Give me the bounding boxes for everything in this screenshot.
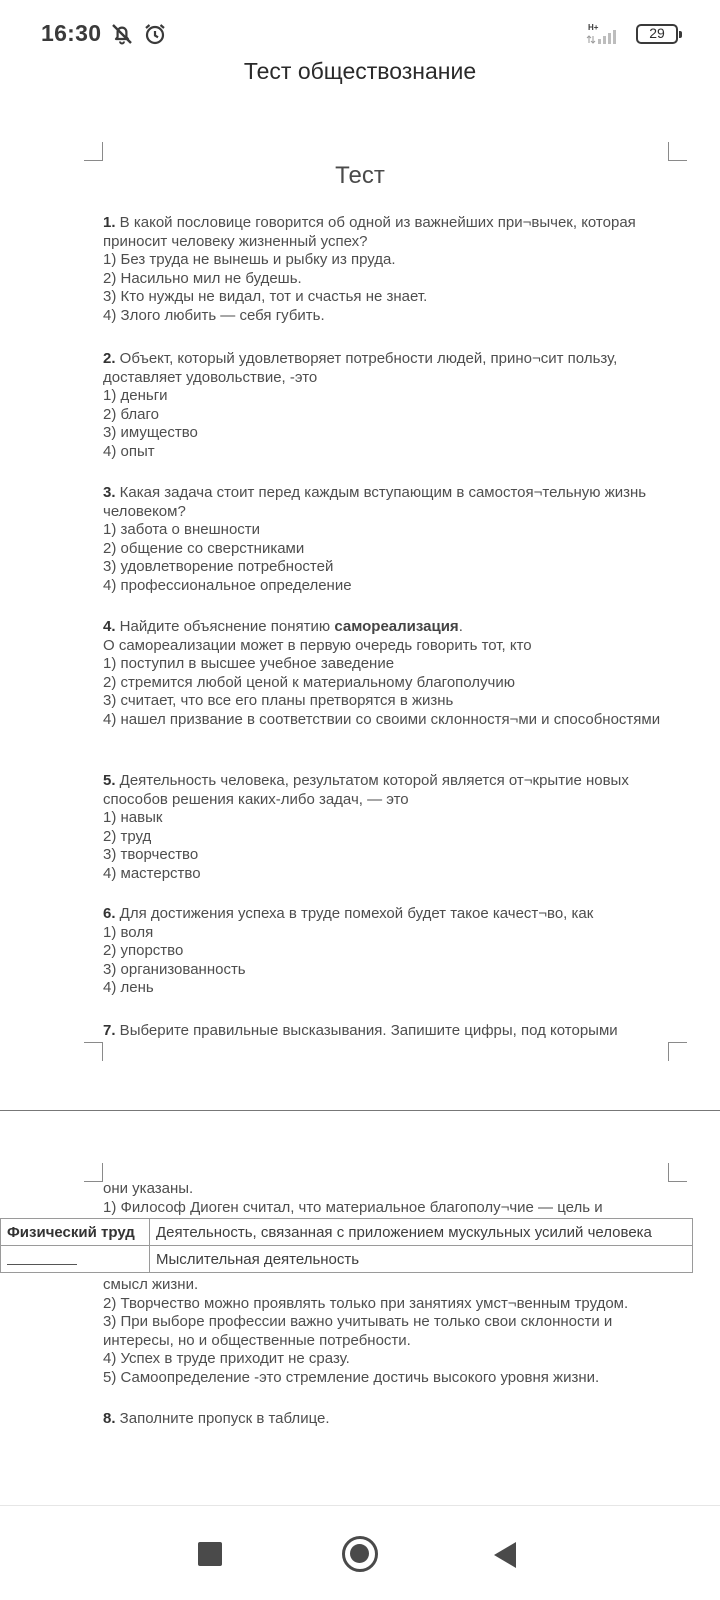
answer-option: 1) навык — [103, 809, 163, 826]
answer-option: 3) творчество — [103, 846, 199, 863]
question-text: В какой пословице говорится об одной из важнейших при¬вычек, которая приносит человеку жизненный успех? — [103, 214, 636, 250]
page-divider — [0, 1110, 720, 1111]
table-row — [1, 1219, 693, 1246]
nav-bar-divider — [0, 1505, 720, 1506]
statement: 3) При выборе профессии важно учитывать не только свои склонности и интересы, но и общественные потребности. — [103, 1313, 613, 1349]
answer-option: 3) имущество — [103, 424, 198, 441]
answer-option: 2) стремится любой ценой к материальному благополучию — [103, 673, 515, 691]
answer-option: 2) благо — [103, 405, 160, 423]
answer-option: 1) Без труда не вынешь и рыбку из пруда. — [103, 251, 396, 268]
answer-option: 3) организованность — [103, 960, 246, 978]
table-cell-blank[interactable] — [1, 1246, 150, 1273]
question-text: Выберите правильные высказывания. Запишите цифры, под которыми — [115, 1022, 618, 1039]
question-3 — [103, 484, 663, 595]
answer-option: 2) общение со сверстниками — [103, 539, 305, 557]
answer-option: 4) опыт — [103, 442, 155, 460]
status-time: 16:30 — [41, 20, 102, 46]
question-1 — [103, 214, 663, 325]
answer-option: 3) Кто нужды не видал, тот и счастья не знает. — [103, 288, 428, 305]
answer-option: 1) поступил в высшее учебное заведение — [103, 655, 395, 672]
statement: 1) Философ Диоген считал, что материальное благополу¬чие — цель и — [103, 1198, 603, 1216]
question-7-continued — [103, 1180, 663, 1217]
battery-level: 29 — [649, 25, 665, 41]
answer-option: 2) упорство — [103, 942, 184, 959]
question-text: Объект, который удовлетворяет потребности людей, прино¬сит пользу, доставляет удовольствие, -это — [103, 350, 618, 386]
page-corner-mark — [84, 1163, 103, 1182]
question-text: они указаны. — [103, 1180, 194, 1197]
question-number: 6. — [103, 905, 116, 922]
recent-apps-button[interactable] — [198, 1542, 222, 1566]
question-number: 2. — [103, 350, 116, 367]
question-text: Заполните пропуск в таблице. — [115, 1410, 330, 1427]
page-corner-mark — [668, 1042, 687, 1061]
alarm-icon — [143, 22, 167, 46]
back-button[interactable] — [494, 1542, 516, 1568]
answer-option: 2) Насильно мил не будешь. — [103, 269, 302, 287]
answer-option: 1) забота о внешности — [103, 521, 261, 538]
answer-option: 4) нашел призвание в соответствии со своими склонностя¬ми и способностями — [103, 710, 661, 728]
question-text: Для достижения успеха в труде помехой будет такое качест¬во, как — [115, 905, 594, 922]
answer-option: 4) мастерство — [103, 864, 201, 882]
question-text: Какая задача стоит перед каждым вступающим в самостоя¬тельную жизнь человеком? — [103, 484, 647, 520]
signal-icon — [586, 22, 626, 46]
table-row — [1, 1246, 693, 1273]
statement: 5) Самоопределение -это стремление достичь высокого уровня жизни. — [103, 1368, 600, 1386]
question-number: 1. — [103, 214, 116, 231]
question-5 — [103, 772, 663, 883]
answer-option: 1) воля — [103, 923, 154, 941]
question-number: 3. — [103, 484, 116, 501]
page-corner-mark — [84, 1042, 103, 1061]
answer-option: 3) удовлетворение потребностей — [103, 558, 334, 575]
statement: смысл жизни. — [103, 1276, 199, 1293]
question-number: 7. — [103, 1022, 116, 1039]
question-subtext: О самореализации может в первую очередь говорить тот, кто — [103, 636, 532, 654]
battery-icon — [636, 24, 678, 44]
question-6 — [103, 905, 663, 998]
statement: 2) Творчество можно проявлять только при занятиях умст¬венным трудом. — [103, 1294, 629, 1312]
fill-in-table — [0, 1218, 693, 1273]
home-button[interactable] — [342, 1536, 378, 1572]
table-cell: Деятельность, связанная с приложением мускульных усилий человека — [150, 1219, 693, 1246]
network-type-label: H+ — [588, 23, 599, 32]
table-cell: Мыслительная деятельность — [150, 1246, 693, 1273]
answer-option: 4) профессиональное определение — [103, 576, 352, 594]
question-7 — [103, 1022, 663, 1041]
table-cell: Физический труд — [1, 1219, 150, 1246]
question-number: 4. — [103, 618, 116, 635]
question-8 — [103, 1410, 663, 1429]
answer-option: 4) Злого любить — себя губить. — [103, 306, 325, 324]
answer-option: 2) труд — [103, 827, 152, 845]
statements-list — [103, 1276, 683, 1387]
question-number: 8. — [103, 1410, 116, 1427]
statement: 4) Успех в труде приходит не сразу. — [103, 1350, 350, 1367]
answer-option: 4) лень — [103, 979, 154, 996]
document-title: Тест обществознание — [243, 58, 477, 84]
blank-line[interactable] — [7, 1250, 77, 1265]
question-text-end: . — [458, 618, 463, 635]
mute-notifications-icon — [110, 22, 134, 46]
answer-option: 1) деньги — [103, 387, 168, 404]
question-text: Деятельность человека, результатом которой является от¬крытие новых способов решения каких-либо задач, — это — [103, 772, 629, 808]
page-corner-mark — [84, 142, 103, 161]
question-text: Найдите объяснение понятию — [115, 618, 335, 635]
question-2 — [103, 350, 663, 461]
question-4 — [103, 618, 663, 729]
question-term: самореализация — [334, 618, 459, 635]
page-corner-mark — [668, 142, 687, 161]
page-corner-mark — [668, 1163, 687, 1182]
answer-option: 3) считает, что все его планы претворятся в жизнь — [103, 692, 454, 709]
test-heading: Тест — [335, 162, 385, 189]
question-number: 5. — [103, 772, 116, 789]
